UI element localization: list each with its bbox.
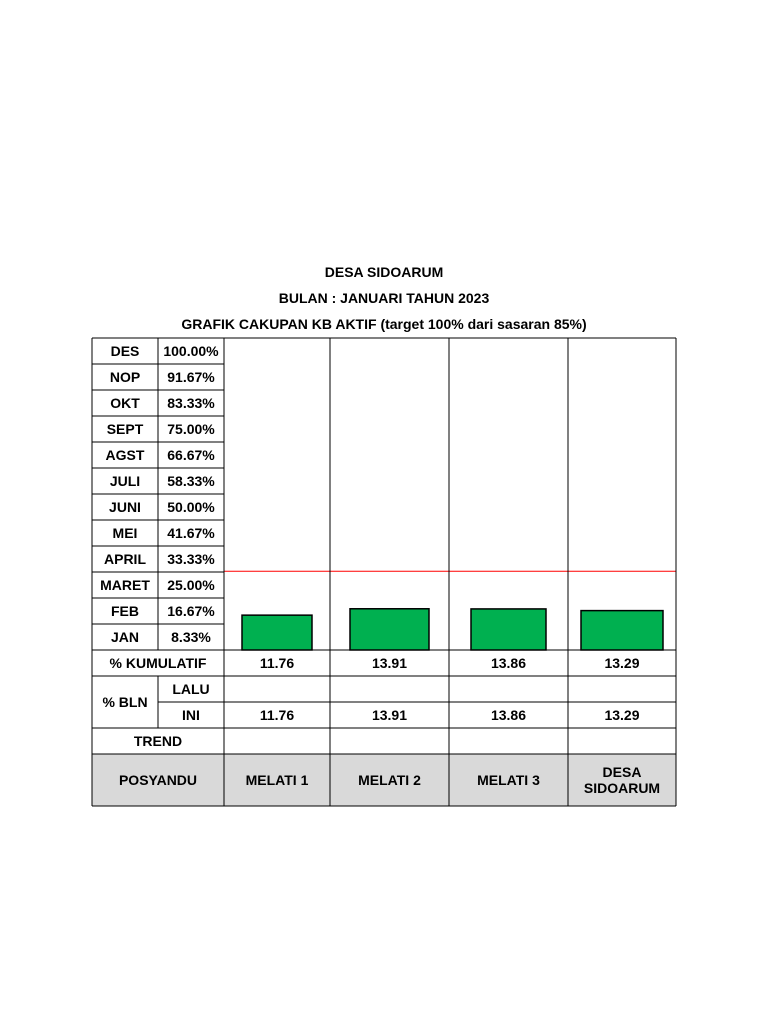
- month-label: FEB: [111, 603, 139, 619]
- month-percent: 91.67%: [167, 369, 215, 385]
- month-label: JAN: [110, 629, 139, 645]
- posyandu-name: MELATI 2: [358, 772, 421, 788]
- month-label: MARET: [100, 577, 150, 593]
- month-percent: 66.67%: [167, 447, 215, 463]
- month-label: OKT: [110, 395, 140, 411]
- kumulatif-value: 13.86: [490, 655, 527, 671]
- trend-label: TREND: [133, 733, 183, 749]
- month-label: SEPT: [106, 421, 144, 437]
- month-label: AGST: [105, 447, 145, 463]
- posyandu-name: MELATI 3: [477, 772, 540, 788]
- month-percent: 41.67%: [167, 525, 215, 541]
- lalu-value: [330, 676, 449, 702]
- lalu-label: LALU: [172, 681, 210, 697]
- kumulatif-label: % KUMULATIF: [109, 655, 207, 671]
- month-label: JUNI: [109, 499, 141, 515]
- bar-1: [242, 615, 312, 650]
- kumulatif-value: 13.29: [604, 655, 640, 671]
- village-title: DESA SIDOARUM: [324, 264, 444, 280]
- posyandu-name: DESA SIDOARUM: [583, 764, 661, 796]
- ini-value: 13.29: [604, 707, 640, 723]
- ini-value: 11.76: [259, 707, 295, 723]
- period-title: BULAN : JANUARI TAHUN 2023: [278, 290, 490, 306]
- bln-label: % BLN: [102, 694, 148, 710]
- bar-3: [471, 609, 546, 650]
- posyandu-name: MELATI 1: [245, 772, 309, 788]
- month-label: DES: [110, 343, 140, 359]
- bar-2: [350, 609, 429, 650]
- month-percent: 25.00%: [167, 577, 215, 593]
- posyandu-label: POSYANDU: [118, 772, 198, 788]
- ini-value: 13.91: [371, 707, 408, 723]
- month-percent: 33.33%: [167, 551, 215, 567]
- month-percent: 8.33%: [171, 629, 211, 645]
- month-label: JULI: [109, 473, 141, 489]
- month-label: APRIL: [104, 551, 146, 567]
- lalu-value: [449, 676, 568, 702]
- kumulatif-value: 11.76: [259, 655, 295, 671]
- trend-value: [568, 728, 676, 754]
- month-label: MEI: [112, 525, 138, 541]
- kumulatif-value: 13.91: [371, 655, 408, 671]
- trend-value: [224, 728, 330, 754]
- month-percent: 16.67%: [167, 603, 215, 619]
- month-percent: 50.00%: [167, 499, 215, 515]
- trend-value: [449, 728, 568, 754]
- trend-value: [330, 728, 449, 754]
- chart-title: GRAFIK CAKUPAN KB AKTIF (target 100% dari sasaran 85%): [181, 316, 587, 332]
- month-percent: 58.33%: [167, 473, 215, 489]
- lalu-value: [568, 676, 676, 702]
- month-label: NOP: [109, 369, 141, 385]
- month-percent: 100.00%: [163, 343, 219, 359]
- lalu-value: [224, 676, 330, 702]
- ini-value: 13.86: [490, 707, 527, 723]
- ini-label: INI: [182, 707, 200, 723]
- bar-4: [581, 611, 663, 650]
- month-percent: 83.33%: [167, 395, 215, 411]
- month-percent: 75.00%: [167, 421, 215, 437]
